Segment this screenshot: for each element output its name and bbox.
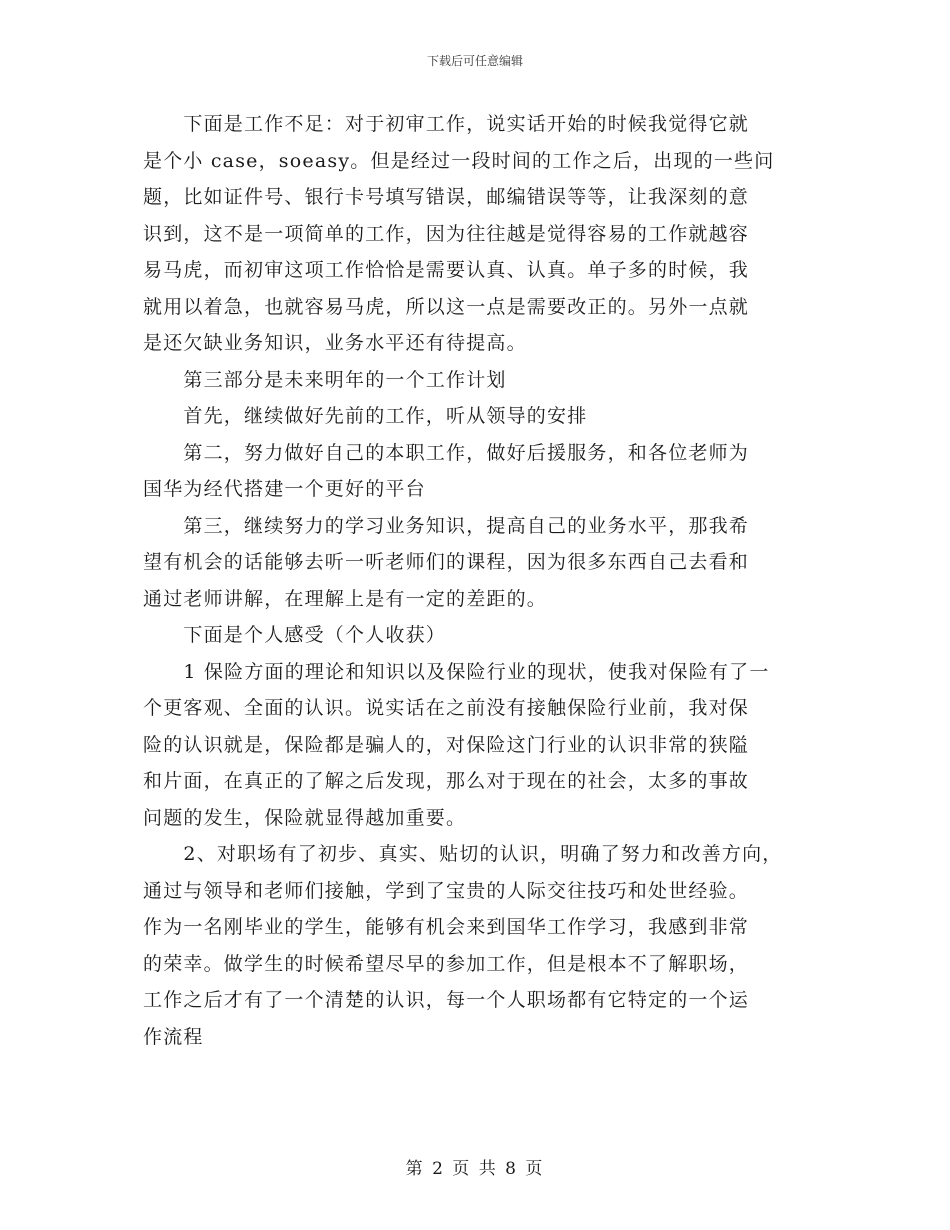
text-line: 作为一名刚毕业的学生，能够有机会来到国华工作学习，我感到非常: [143, 916, 750, 938]
text-line: 的荣幸。做学生的时候希望尽早的参加工作，但是根本不了解职场，: [143, 952, 750, 975]
text-line: 工作之后才有了一个清楚的认识，每一个人职场都有它特定的一个运: [143, 989, 750, 1011]
text-line: 识到，这不是一项简单的工作，因为往往越是觉得容易的工作就越容: [143, 222, 750, 245]
text-line: 问题的发生，保险就显得越加重要。: [143, 806, 467, 829]
text-line: 第三，继续努力的学习业务知识，提高自己的业务水平，那我希: [143, 514, 750, 537]
text-line: 个更客观、全面的认识。说实话在之前没有接触保险行业前，我对保: [143, 697, 750, 719]
text-line: 通过与领导和老师们接触，学到了宝贵的人际交往技巧和处世经验。: [143, 879, 750, 902]
text-line: 第三部分是未来明年的一个工作计划: [143, 368, 507, 391]
text-line: 通过老师讲解，在理解上是有一定的差距的。: [143, 587, 548, 610]
text-line: 是个小 case，soeasy。但是经过一段时间的工作之后，出现的一些问: [143, 149, 775, 172]
text-line: 国华为经代搭建一个更好的平台: [143, 478, 426, 500]
text-line: 作流程: [143, 1025, 204, 1048]
text-line: 题，比如证件号、银行卡号填写错误，邮编错误等等，让我深刻的意: [143, 186, 750, 208]
document-body: [143, 106, 823, 1055]
text-line: 险的认识就是，保险都是骗人的，对保险这门行业的认识非常的狭隘: [143, 733, 750, 756]
text-line: 1 保险方面的理论和知识以及保险行业的现状，使我对保险有了一: [143, 660, 770, 683]
paragraph-personal-heading: [143, 617, 823, 654]
text-line: 第二，努力做好自己的本职工作，做好后援服务，和各位老师为: [143, 441, 750, 464]
text-line: 首先，继续做好先前的工作，听从领导的安排: [143, 405, 588, 427]
paragraph-gain-two: [143, 836, 823, 1055]
text-line: 望有机会的话能够去听一听老师们的课程，因为很多东西自己去看和: [143, 551, 750, 573]
page-number-footer: 第 2 页 共 8 页: [405, 1159, 545, 1179]
text-line: 下面是工作不足：对于初审工作，说实话开始的时候我觉得它就: [143, 113, 750, 135]
paragraph-work-shortcomings: [143, 106, 823, 362]
paragraph-part-three-heading: [143, 362, 823, 399]
page-header: 下载后可任意编辑: [426, 54, 523, 68]
paragraph-gain-one: [143, 654, 823, 837]
text-line: 2、对职场有了初步、真实、贴切的认识，明确了努力和改善方向，: [143, 843, 783, 865]
paragraph-plan-second: [143, 435, 823, 508]
text-line: 是还欠缺业务知识，业务水平还有待提高。: [143, 332, 527, 354]
text-line: 下面是个人感受（个人收获）: [143, 624, 447, 646]
text-line: 易马虎，而初审这项工作恰恰是需要认真、认真。单子多的时候，我: [143, 259, 750, 281]
text-line: 和片面，在真正的了解之后发现，那么对于现在的社会，太多的事故: [143, 770, 750, 792]
paragraph-plan-third: [143, 508, 823, 618]
text-line: 就用以着急，也就容易马虎，所以这一点是需要改正的。另外一点就: [143, 295, 750, 318]
paragraph-plan-first: [143, 398, 823, 435]
